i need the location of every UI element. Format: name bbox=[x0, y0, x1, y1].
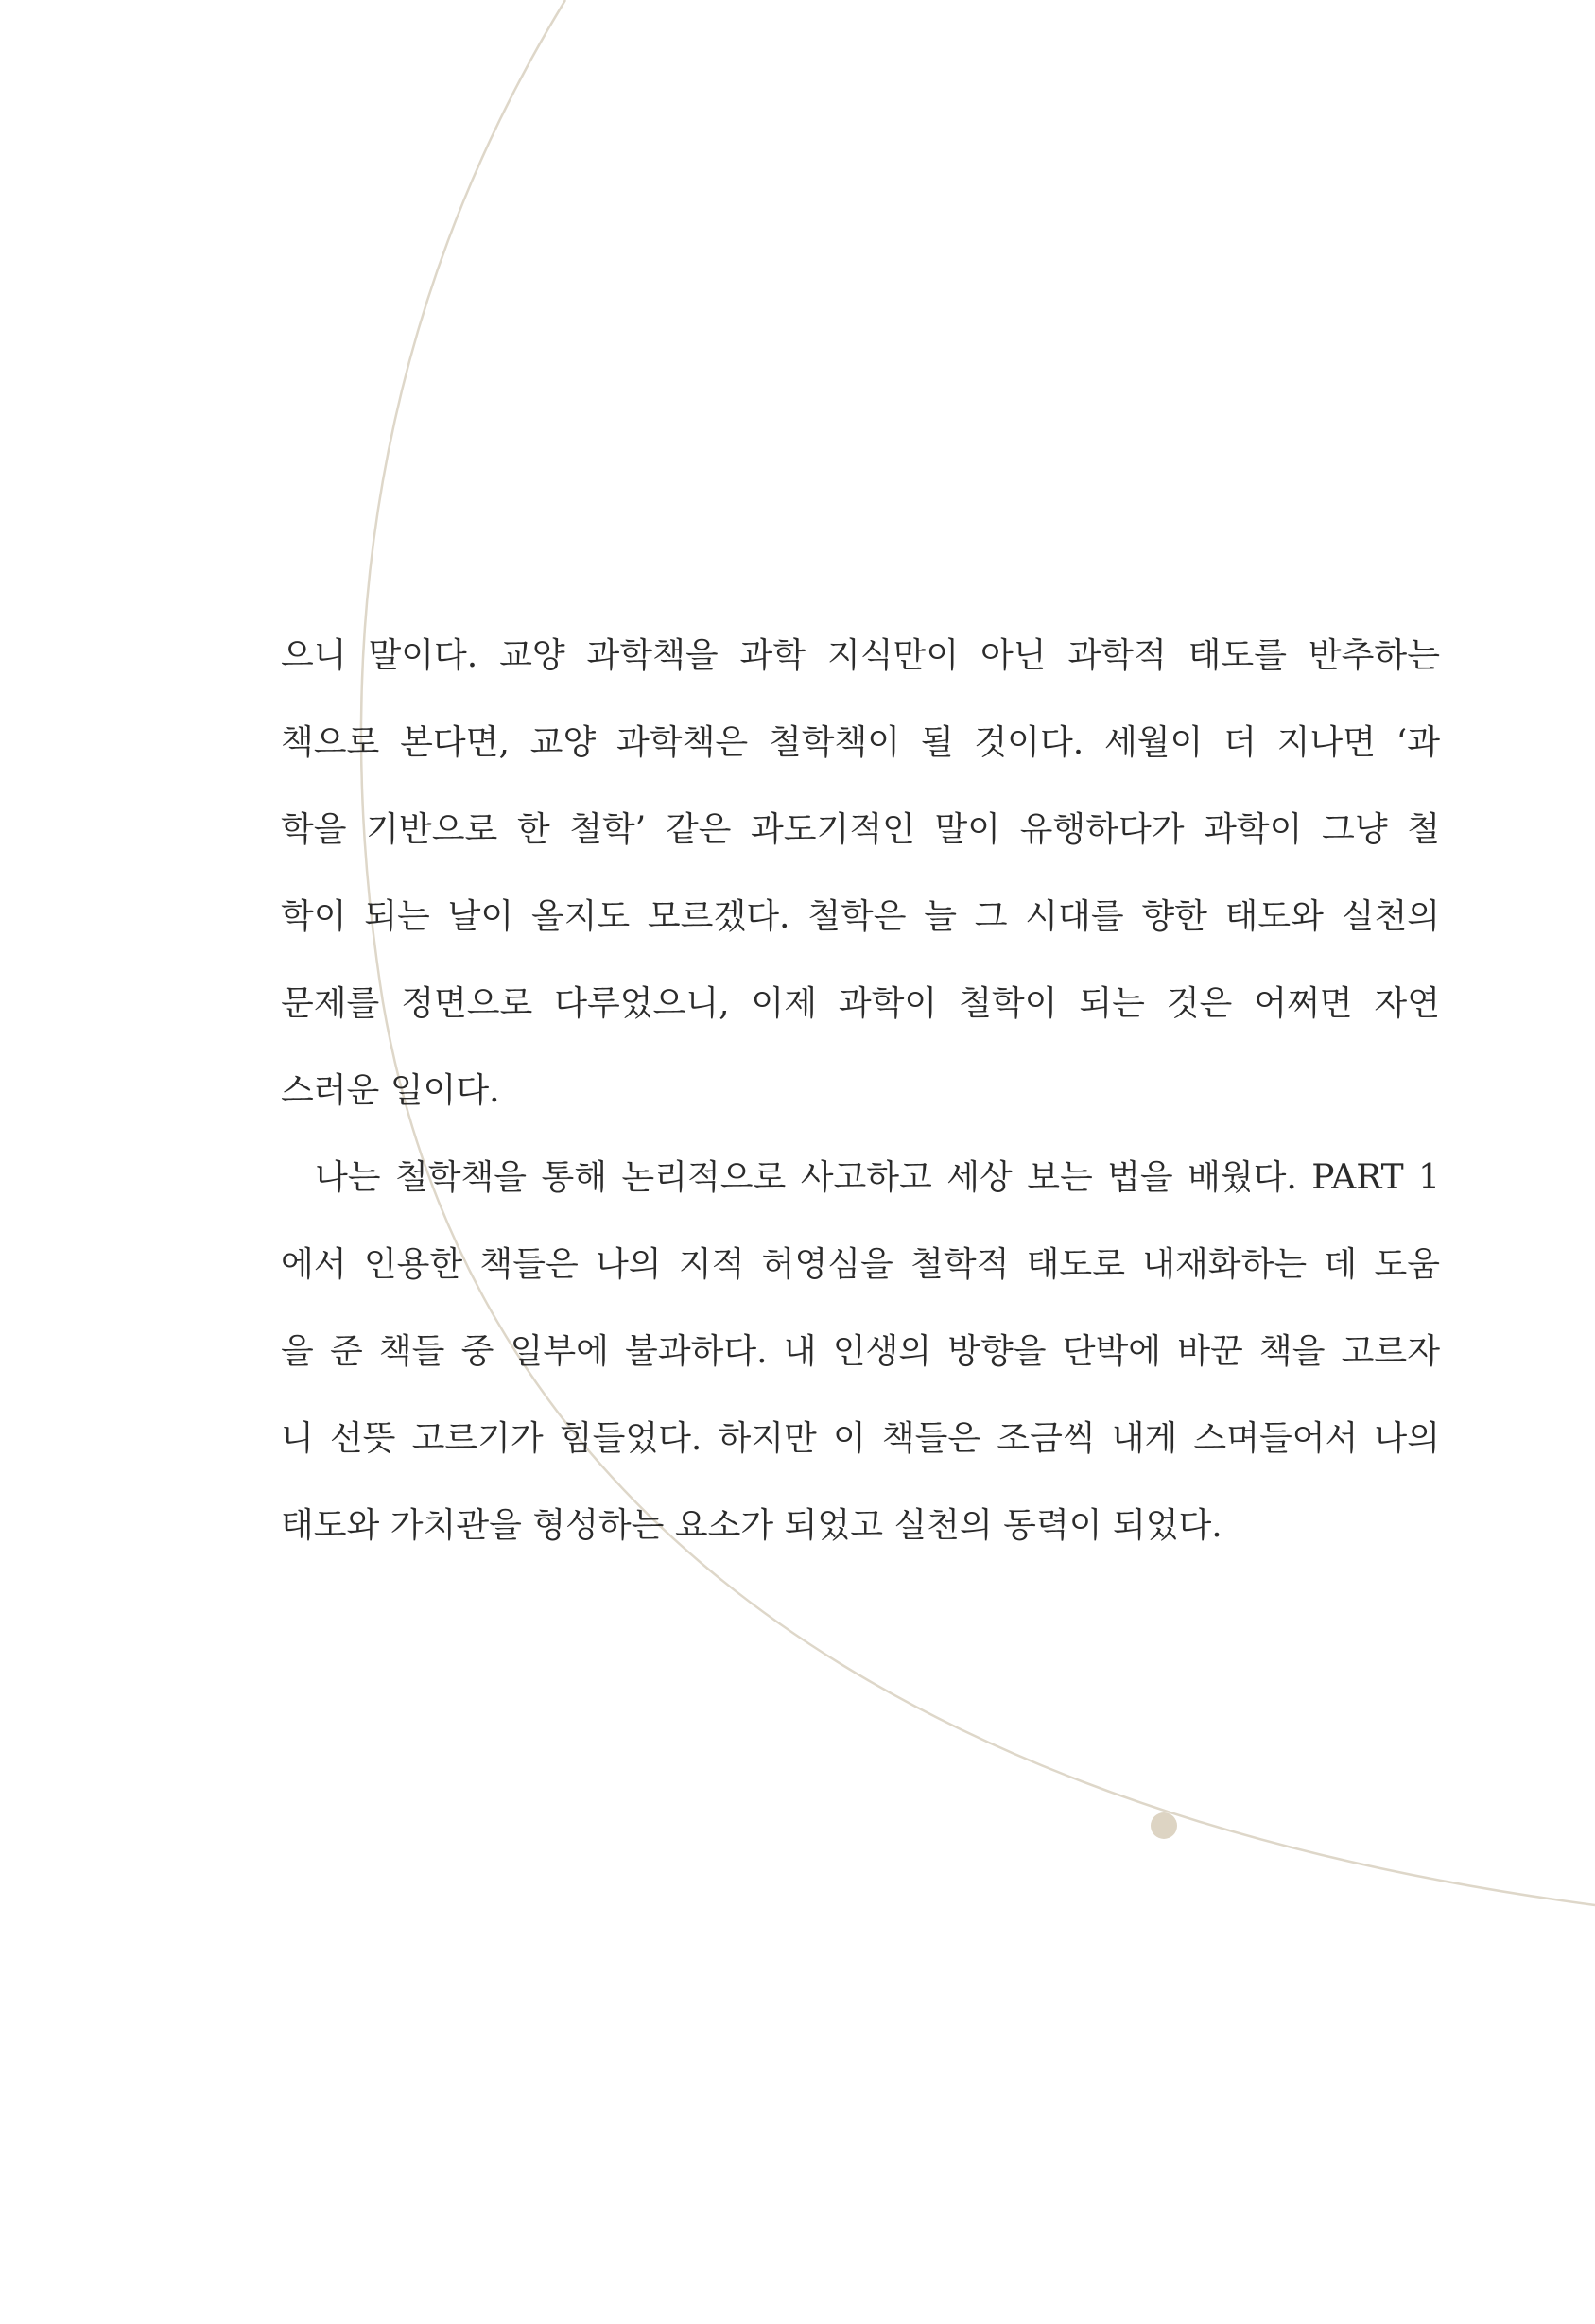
text-line: 을 준 책들 중 일부에 불과하다. 내 인생의 방향을 단박에 바꾼 책을 고르자 bbox=[281, 1332, 1440, 1371]
text-line: 으니 말이다. 교양 과학책을 과학 지식만이 아닌 과학적 태도를 반추하는 bbox=[281, 636, 1440, 675]
text-line: 에서 인용한 책들은 나의 지적 허영심을 철학적 태도로 내재화하는 데 도움 bbox=[281, 1245, 1440, 1284]
text-line: 책으로 본다면, 교양 과학책은 철학책이 될 것이다. 세월이 더 지나면 ‘과 bbox=[281, 723, 1440, 762]
text-line: 학이 되는 날이 올지도 모르겠다. 철학은 늘 그 시대를 향한 태도와 실천의 bbox=[281, 897, 1440, 936]
text-line: 문제를 정면으로 다루었으니, 이제 과학이 철학이 되는 것은 어쩌면 자연 bbox=[281, 984, 1440, 1023]
decorative-dot bbox=[1151, 1812, 1177, 1839]
text-line: 니 선뜻 고르기가 힘들었다. 하지만 이 책들은 조금씩 내게 스며들어서 나의 bbox=[281, 1419, 1440, 1458]
text-line: 스러운 일이다. bbox=[281, 1071, 500, 1110]
text-line: 학을 기반으로 한 철학’ 같은 과도기적인 말이 유행하다가 과학이 그냥 철 bbox=[281, 810, 1440, 849]
text-line: 태도와 가치관을 형성하는 요소가 되었고 실천의 동력이 되었다. bbox=[281, 1506, 1222, 1545]
body-text bbox=[281, 613, 1440, 1570]
text-line: 나는 철학책을 통해 논리적으로 사고하고 세상 보는 법을 배웠다. PART 1 bbox=[315, 1158, 1440, 1197]
